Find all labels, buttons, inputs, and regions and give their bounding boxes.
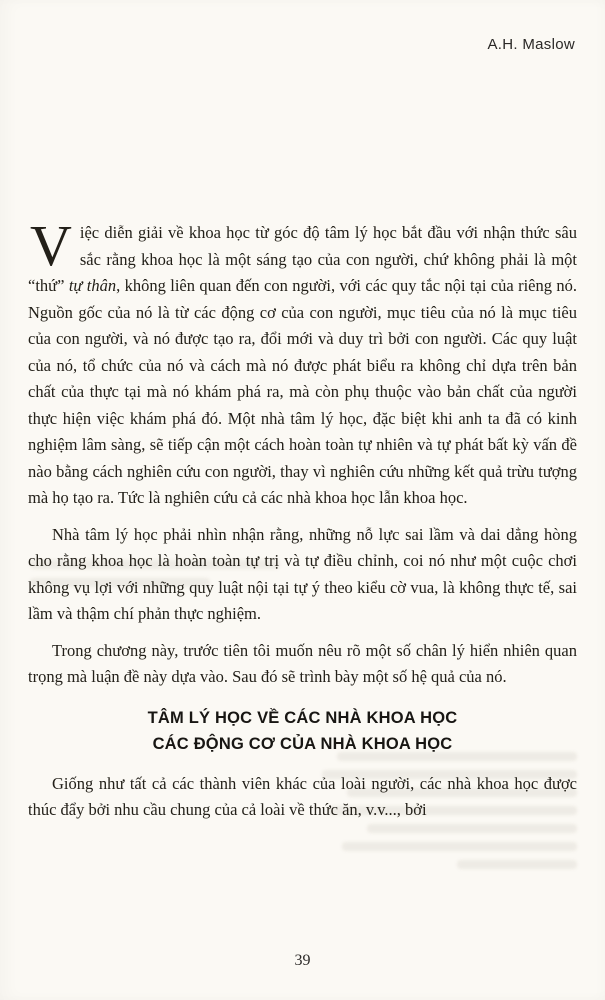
paragraph-opening-text: iệc diễn giải về khoa học từ góc độ tâm lý học bắt đầu với nhận thức sâu sắc rằng khoa học là một sáng tạo của con người, chứ không phải là một “thứ”: [28, 223, 577, 295]
italic-term: tự thân: [68, 276, 117, 295]
paragraph-opening-text-continued: , không liên quan đến con người, với các quy tắc nội tại của riêng nó. Nguồn gốc của nó là từ các động cơ của con người, mục tiêu của nó là mục tiêu của con người, và nó được tạo ra, đổi mới và duy trì bởi con người. Các quy luật của nó, tổ chức của nó và cách mà nó được phát biểu ra không chỉ dựa trên bản chất của thực tại mà nó khám phá ra, mà còn phụ thuộc vào bản chất của người thực hiện việc khám phá đó. Một nhà tâm lý học, đặc biệt khi anh ta đã có kinh nghiệm lâm sàng, sẽ tiếp cận một cách hoàn toàn tự nhiên và tự phát bất kỳ vấn đề nào bằng cách nghiên cứu con người, thay vì nghiên cứu những kết quả trừu tượng mà họ tạo ra. Tức là nghiên cứu cả các nhà khoa học lẫn khoa học.: [28, 276, 577, 507]
section-heading-line-2: CÁC ĐỘNG CƠ CỦA NHÀ KHOA HỌC: [152, 734, 453, 753]
page-number: 39: [294, 952, 311, 969]
paragraph-second: Nhà tâm lý học phải nhìn nhận rằng, những nỗ lực sai lầm và dai dẳng hòng cho rằng khoa học là hoàn toàn tự trị và tự điều chỉnh, coi nó như một cuộc chơi không vụ lợi với những quy luật nội tại tự ý theo kiểu cờ vua, là không thực tế, sai lầm và thậm chí phản thực nghiệm.: [28, 524, 577, 623]
section-heading: [28, 705, 577, 757]
ghost-text-line: [457, 860, 577, 869]
paragraph-opening: [28, 213, 577, 512]
drop-cap: V: [30, 213, 72, 278]
section-heading-line-1: TÂM LÝ HỌC VỀ CÁC NHÀ KHOA HỌC: [147, 708, 458, 727]
page-body: [28, 213, 577, 834]
paragraph-fourth: Giống như tất cả các thành viên khác của loài người, các nhà khoa học được thúc đẩy bởi nhu cầu chung của cả loài về thức ăn, v.v..., bởi: [28, 773, 577, 819]
running-header-author: A.H. Maslow: [487, 36, 575, 53]
ghost-text-line: [342, 842, 577, 851]
paragraph-third: Trong chương này, trước tiên tôi muốn nêu rõ một số chân lý hiển nhiên quan trọng mà luận đề này dựa vào. Sau đó sẽ trình bày một số hệ quả của nó.: [28, 640, 577, 686]
